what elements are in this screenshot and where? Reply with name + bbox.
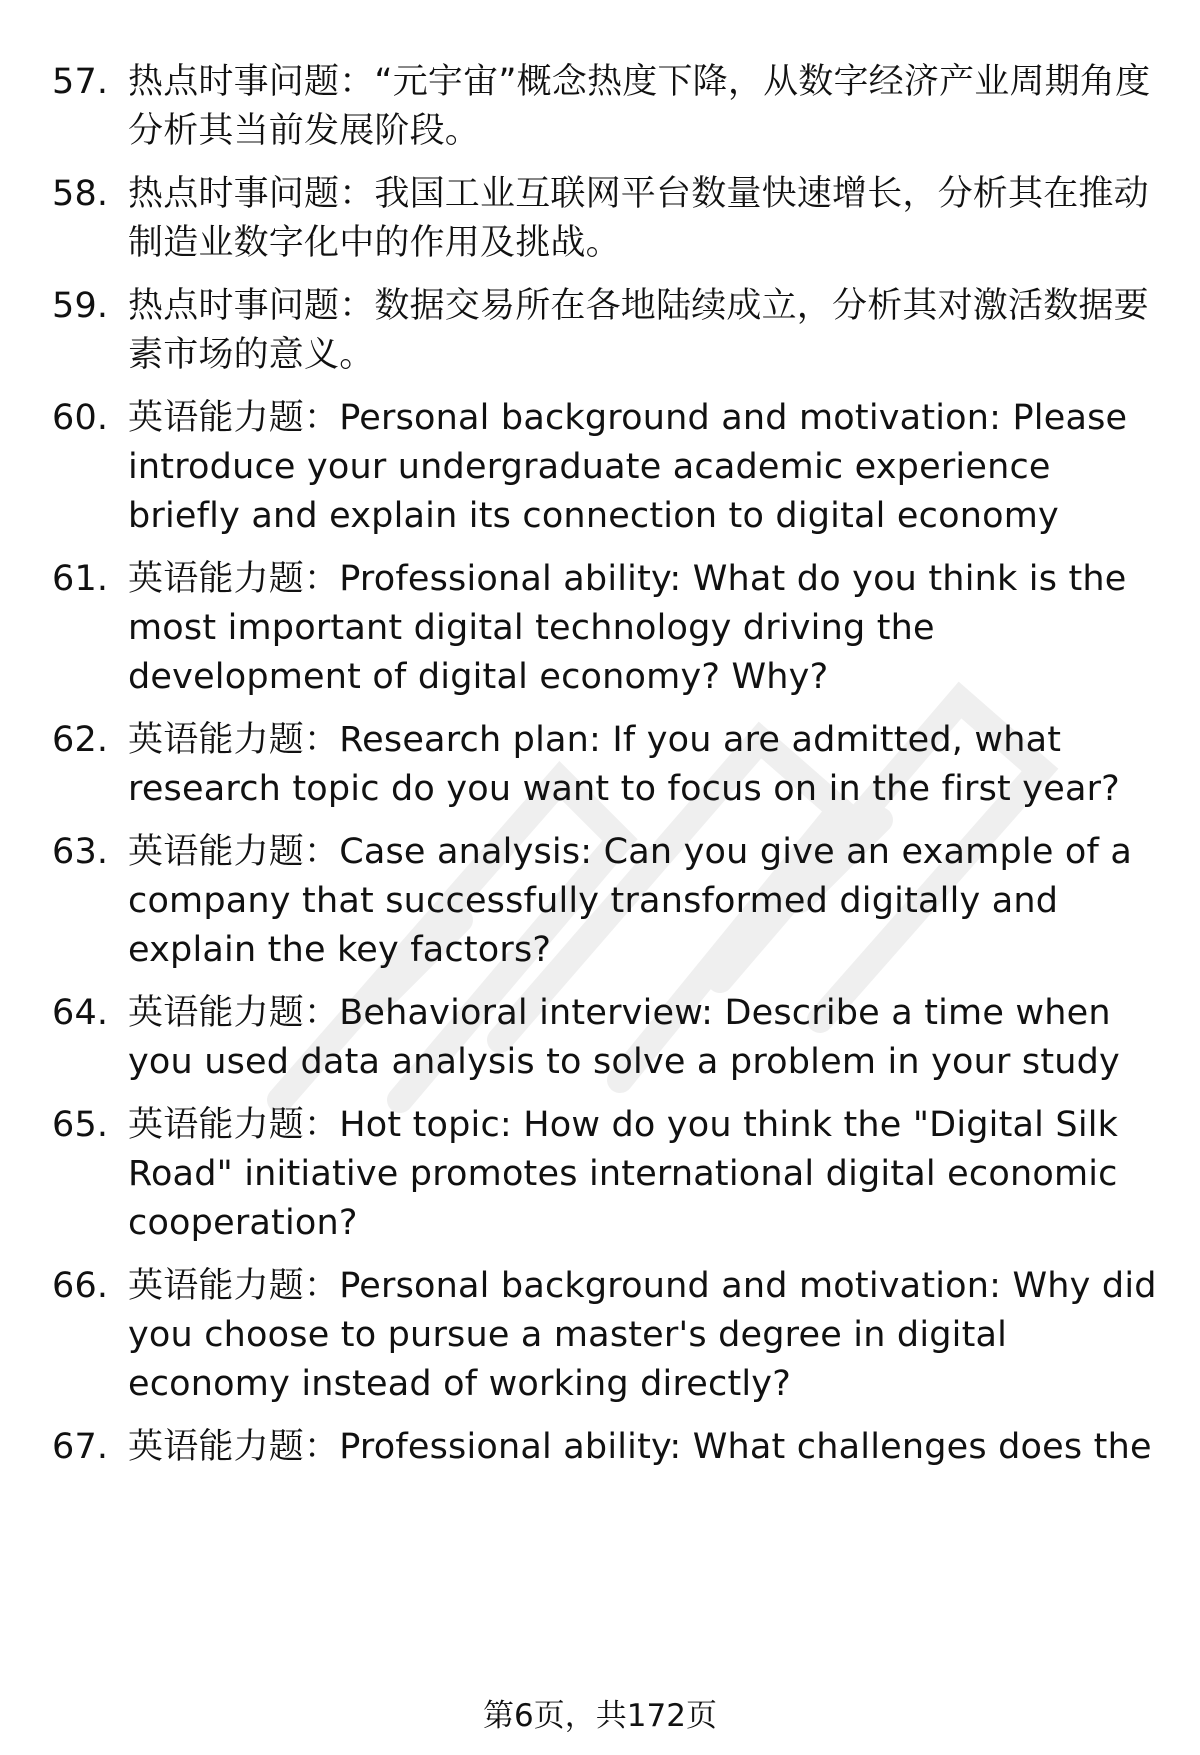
question-text: 英语能力题：Professional ability: What challenges does the: [128, 1427, 1152, 1467]
question-text: 英语能力题：Professional ability: What do you think is the most important digital technology driving the development of digital economy? Why?: [128, 559, 1127, 697]
question-number: 67.: [52, 1427, 109, 1467]
question-text: 热点时事问题：我国工业互联网平台数量快速增长，分析其在推动制造业数字化中的作用及挑战。: [128, 174, 1149, 263]
question-number: 63.: [52, 832, 109, 872]
question-text: 英语能力题：Behavioral interview: Describe a time when you used data analysis to solve a problem in your study: [128, 993, 1120, 1082]
question-number: 57.: [52, 62, 109, 102]
question-number: 62.: [52, 720, 109, 760]
question-item: [52, 1423, 1162, 1472]
question-item: [52, 555, 1162, 702]
question-number: 59.: [52, 286, 109, 326]
question-text: 英语能力题：Personal background and motivation: Why did you choose to pursue a master's degree in digital economy instead of working directly?: [128, 1266, 1157, 1404]
question-item: [52, 1262, 1162, 1409]
question-item: [52, 716, 1162, 814]
question-text: 热点时事问题：数据交易所在各地陆续成立，分析其对激活数据要素市场的意义。: [128, 286, 1149, 375]
page-footer: [0, 1696, 1200, 1736]
question-text: 英语能力题：Case analysis: Can you give an example of a company that successfully transformed digitally and explain the key factors?: [128, 832, 1132, 970]
question-item: [52, 58, 1162, 156]
question-number: 60.: [52, 398, 109, 438]
question-text: 英语能力题：Hot topic: How do you think the "Digital Silk Road" initiative promotes international digital economic cooperation?: [128, 1105, 1119, 1243]
question-item: [52, 989, 1162, 1087]
question-item: [52, 828, 1162, 975]
question-text: 热点时事问题：“元宇宙”概念热度下降，从数字经济产业周期角度分析其当前发展阶段。: [128, 62, 1151, 151]
question-number: 64.: [52, 993, 109, 1033]
question-item: [52, 1101, 1162, 1248]
question-text: 英语能力题：Personal background and motivation: Please introduce your undergraduate academic experience briefly and explain its connection to digital economy: [128, 398, 1128, 536]
question-number: 61.: [52, 559, 109, 599]
page-number-label: 第6页，共172页: [483, 1698, 717, 1734]
question-number: 58.: [52, 174, 109, 214]
question-item: [52, 282, 1162, 380]
question-list: [52, 58, 1162, 1486]
question-item: [52, 170, 1162, 268]
question-number: 65.: [52, 1105, 109, 1145]
question-text: 英语能力题：Research plan: If you are admitted, what research topic do you want to focus on in the first year?: [128, 720, 1120, 809]
question-item: [52, 394, 1162, 541]
question-number: 66.: [52, 1266, 109, 1306]
